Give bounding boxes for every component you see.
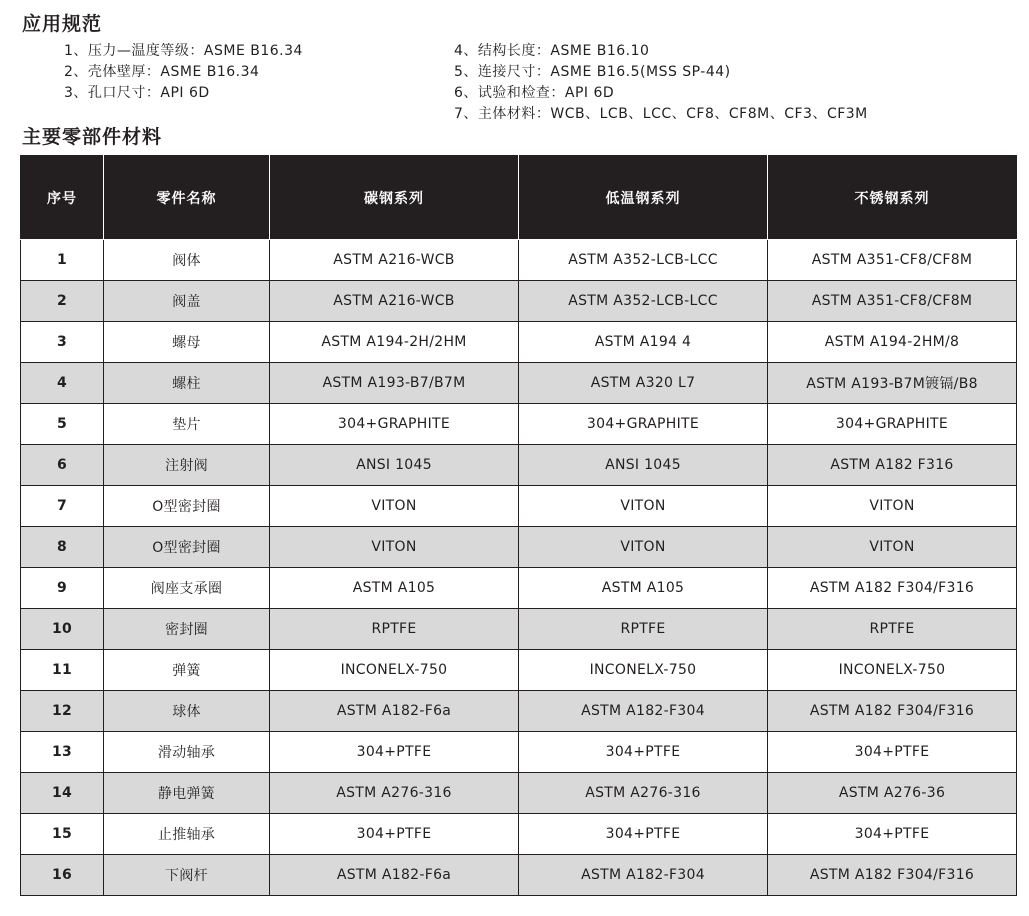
table-row: [21, 445, 1017, 486]
material-cell: ASTM A320 L7: [519, 363, 768, 404]
material-cell: ASTM A193-B7/B7M: [270, 363, 519, 404]
material-cell: ASTM A194 4: [519, 322, 768, 363]
material-cell: ANSI 1045: [270, 445, 519, 486]
spec-list-left: [64, 41, 303, 104]
material-cell: RPTFE: [519, 609, 768, 650]
spec-item: 5、连接尺寸：ASME B16.5(MSS SP-44): [454, 64, 731, 80]
table-row: [21, 609, 1017, 650]
material-cell: INCONELX-750: [270, 650, 519, 691]
material-cell: 304+PTFE: [768, 814, 1017, 855]
material-cell: RPTFE: [270, 609, 519, 650]
material-cell: ASTM A105: [519, 568, 768, 609]
row-number-cell: 11: [21, 650, 104, 691]
materials-table: [20, 155, 1017, 896]
table-row: [21, 732, 1017, 773]
material-cell: ASTM A194-2H/2HM: [270, 322, 519, 363]
material-cell: INCONELX-750: [768, 650, 1017, 691]
material-cell: ASTM A193-B7M镀镉/B8: [768, 363, 1017, 404]
part-name-cell: 密封圈: [104, 609, 270, 650]
spec-title: 应用规范: [22, 13, 103, 35]
column-header: 不锈钢系列: [768, 156, 1017, 240]
row-number-cell: 2: [21, 281, 104, 322]
material-cell: ANSI 1045: [519, 445, 768, 486]
material-cell: 304+PTFE: [270, 732, 519, 773]
material-cell: ASTM A352-LCB-LCC: [519, 240, 768, 281]
material-cell: 304+PTFE: [768, 732, 1017, 773]
row-number-cell: 1: [21, 240, 104, 281]
material-cell: ASTM A351-CF8/CF8M: [768, 281, 1017, 322]
material-cell: ASTM A352-LCB-LCC: [519, 281, 768, 322]
material-cell: ASTM A182 F304/F316: [768, 568, 1017, 609]
table-row: [21, 281, 1017, 322]
part-name-cell: 弹簧: [104, 650, 270, 691]
material-cell: ASTM A276-36: [768, 773, 1017, 814]
row-number-cell: 9: [21, 568, 104, 609]
material-cell: ASTM A182 F304/F316: [768, 855, 1017, 896]
column-header: 低温钢系列: [519, 156, 768, 240]
material-cell: VITON: [519, 527, 768, 568]
part-name-cell: 螺柱: [104, 363, 270, 404]
part-name-cell: 止推轴承: [104, 814, 270, 855]
spec-item: 2、壳体壁厚：ASME B16.34: [64, 64, 260, 80]
material-cell: INCONELX-750: [519, 650, 768, 691]
material-cell: ASTM A216-WCB: [270, 281, 519, 322]
material-cell: VITON: [768, 486, 1017, 527]
table-row: [21, 691, 1017, 732]
row-number-cell: 5: [21, 404, 104, 445]
part-name-cell: 阀座支承圈: [104, 568, 270, 609]
part-name-cell: 螺母: [104, 322, 270, 363]
row-number-cell: 16: [21, 855, 104, 896]
material-cell: ASTM A216-WCB: [270, 240, 519, 281]
row-number-cell: 14: [21, 773, 104, 814]
table-row: [21, 855, 1017, 896]
spec-item: 3、孔口尺寸：API 6D: [64, 85, 210, 101]
table-row: [21, 773, 1017, 814]
table-row: [21, 486, 1017, 527]
part-name-cell: 阀体: [104, 240, 270, 281]
row-number-cell: 12: [21, 691, 104, 732]
table-row: [21, 568, 1017, 609]
material-cell: ASTM A182-F304: [519, 691, 768, 732]
part-name-cell: O型密封圈: [104, 486, 270, 527]
material-cell: ASTM A182-F6a: [270, 691, 519, 732]
part-name-cell: 静电弹簧: [104, 773, 270, 814]
spec-item: 7、主体材料：WCB、LCB、LCC、CF8、CF8M、CF3、CF3M: [454, 106, 868, 122]
material-cell: 304+GRAPHITE: [519, 404, 768, 445]
column-header: 序号: [21, 156, 104, 240]
column-header: 碳钢系列: [270, 156, 519, 240]
part-name-cell: 阀盖: [104, 281, 270, 322]
material-cell: ASTM A276-316: [519, 773, 768, 814]
column-header: 零件名称: [104, 156, 270, 240]
material-cell: 304+GRAPHITE: [270, 404, 519, 445]
table-row: [21, 527, 1017, 568]
part-name-cell: 注射阀: [104, 445, 270, 486]
spec-list-right: [454, 41, 868, 125]
material-cell: ASTM A182-F6a: [270, 855, 519, 896]
row-number-cell: 3: [21, 322, 104, 363]
material-cell: VITON: [519, 486, 768, 527]
row-number-cell: 10: [21, 609, 104, 650]
spec-item: 6、试验和检查：API 6D: [454, 85, 615, 101]
table-row: [21, 814, 1017, 855]
table-body: [21, 240, 1017, 896]
table-row: [21, 363, 1017, 404]
material-cell: ASTM A182-F304: [519, 855, 768, 896]
part-name-cell: 垫片: [104, 404, 270, 445]
part-name-cell: 下阀杆: [104, 855, 270, 896]
row-number-cell: 6: [21, 445, 104, 486]
spec-item: 4、结构长度：ASME B16.10: [454, 43, 650, 59]
material-cell: 304+GRAPHITE: [768, 404, 1017, 445]
material-cell: ASTM A276-316: [270, 773, 519, 814]
table-header-row: [21, 156, 1017, 240]
material-cell: ASTM A182 F316: [768, 445, 1017, 486]
material-cell: ASTM A182 F304/F316: [768, 691, 1017, 732]
material-cell: 304+PTFE: [519, 732, 768, 773]
part-name-cell: 滑动轴承: [104, 732, 270, 773]
material-cell: ASTM A105: [270, 568, 519, 609]
table-row: [21, 650, 1017, 691]
row-number-cell: 13: [21, 732, 104, 773]
material-cell: ASTM A194-2HM/8: [768, 322, 1017, 363]
row-number-cell: 15: [21, 814, 104, 855]
material-cell: VITON: [768, 527, 1017, 568]
material-cell: 304+PTFE: [270, 814, 519, 855]
row-number-cell: 8: [21, 527, 104, 568]
table-row: [21, 322, 1017, 363]
material-cell: RPTFE: [768, 609, 1017, 650]
material-cell: VITON: [270, 527, 519, 568]
materials-title: 主要零部件材料: [22, 126, 163, 148]
row-number-cell: 7: [21, 486, 104, 527]
table-row: [21, 404, 1017, 445]
row-number-cell: 4: [21, 363, 104, 404]
material-cell: 304+PTFE: [519, 814, 768, 855]
spec-item: 1、压力—温度等级：ASME B16.34: [64, 43, 303, 59]
part-name-cell: O型密封圈: [104, 527, 270, 568]
part-name-cell: 球体: [104, 691, 270, 732]
material-cell: VITON: [270, 486, 519, 527]
material-cell: ASTM A351-CF8/CF8M: [768, 240, 1017, 281]
table-row: [21, 240, 1017, 281]
